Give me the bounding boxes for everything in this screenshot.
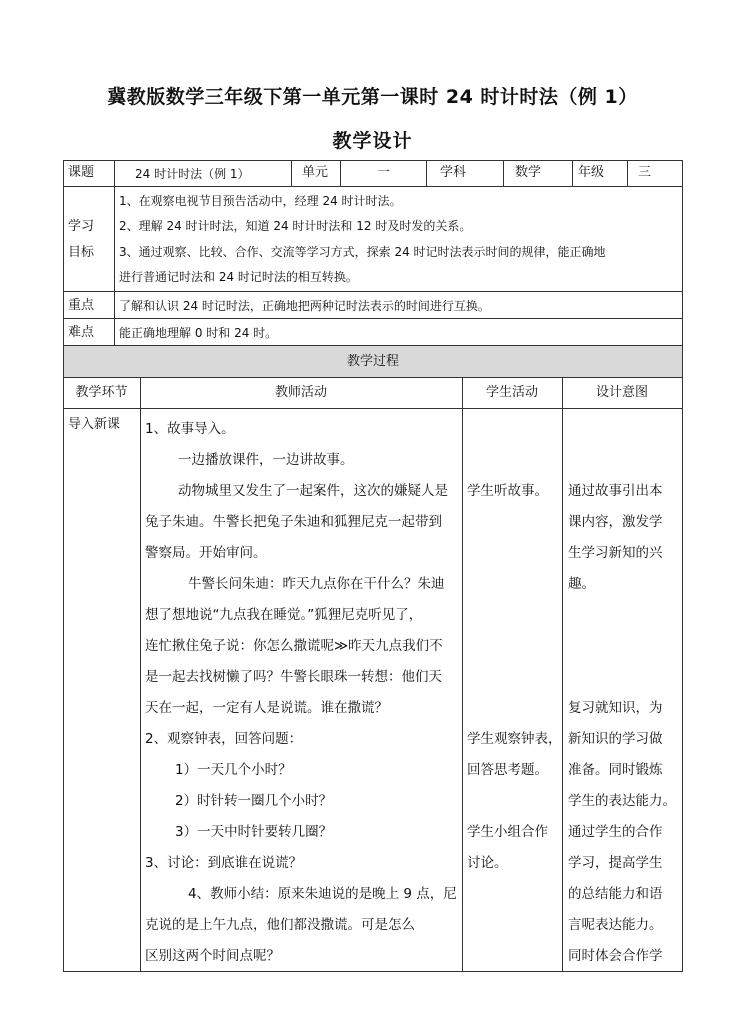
col-header-intent: 设计意图: [595, 385, 648, 400]
teacher-line: 3）一天中时针要转几圈？: [175, 824, 333, 840]
teacher-line: 1、故事导入。: [145, 421, 235, 437]
document-title: 冀教版数学三年级下第一单元第一课时 24 时计时法（例 1）: [107, 86, 638, 108]
goal-item: 3、通过观察、比较、合作、交流等学习方式，探索 24 时记时法表示时间的规律，能正确地: [119, 245, 606, 259]
difficulty-label: 难点: [68, 325, 95, 340]
student-line: 学生小组合作: [467, 824, 548, 840]
teacher-line: 克说的是上午九点，他们都没撒谎。可是怎么: [145, 917, 415, 933]
teacher-line: 天在一起，一定有人是说谎。谁在撒谎？: [145, 700, 388, 716]
teacher-line: 3、讨论：到底谁在说谎？: [145, 855, 303, 871]
goal-item: 1、在观察电视节目预告活动中，经理 24 时计时法。: [119, 194, 402, 208]
unit-label: 单元: [302, 165, 329, 180]
student-line: 讨论。: [467, 855, 508, 871]
difficulty-text: 能正确地理解 0 时和 24 时。: [119, 326, 278, 340]
subject-value: 数学: [515, 165, 542, 180]
teacher-line: 兔子朱迪。牛警长把兔子朱迪和狐狸尼克一起带到: [145, 514, 442, 530]
subject-label: 学科: [440, 165, 467, 180]
intent-line: 准备。同时锻炼: [568, 762, 663, 778]
topic-value: 24 时计时法（例 1）: [135, 167, 250, 181]
teacher-line: 牛警长问朱迪：昨天九点你在干什么？朱迪: [188, 576, 445, 592]
teacher-line: 2）时针转一圈几个小时？: [175, 793, 333, 809]
teacher-line: 1）一天几个小时？: [175, 762, 292, 778]
intent-line: 通过故事引出本: [568, 483, 663, 499]
goal-item: 2、理解 24 时计时法，知道 24 时计时法和 12 时及时发的关系。: [119, 219, 472, 233]
intent-line: 趣。: [568, 576, 595, 592]
teacher-line: 一边播放课件，一边讲故事。: [178, 452, 354, 468]
intent-line: 通过学生的合作: [568, 824, 663, 840]
col-header-stage: 教学环节: [75, 385, 128, 400]
key-point-label: 重点: [68, 298, 95, 313]
teacher-line: 区别这两个时间点呢？: [145, 948, 280, 964]
intent-line: 的总结能力和语: [568, 886, 663, 902]
grade-label: 年级: [578, 165, 605, 180]
grade-value: 三: [638, 165, 652, 180]
teacher-line: 是一起去找树懒了吗？牛警长眼珠一转想：他们天: [145, 669, 442, 685]
intent-line: 新知识的学习做: [568, 731, 663, 747]
stage-cell: 导入新课: [68, 417, 121, 432]
process-section-title: 教学过程: [346, 354, 399, 369]
teacher-line: 2、观察钟表，回答问题：: [145, 731, 303, 747]
key-point-text: 了解和认识 24 时记时法，正确地把两种记时法表示的时间进行互换。: [119, 299, 490, 313]
topic-label: 课题: [68, 165, 95, 180]
student-line: 学生听故事。: [467, 483, 548, 499]
teacher-line: 4、教师小结：原来朱迪说的是晚上 9 点，尼: [188, 886, 457, 902]
intent-line: 同时体会合作学: [568, 948, 663, 964]
intent-line: 学生的表达能力。: [568, 793, 676, 809]
col-header-teacher: 教师活动: [274, 385, 327, 400]
teacher-line: 警察局。开始审问。: [145, 545, 267, 561]
intent-line: 复习就知识，为: [568, 700, 663, 716]
goal-item: 进行普通记时法和 24 时记时法的相互转换。: [119, 270, 358, 284]
student-line: 回答思考题。: [467, 762, 548, 778]
teacher-line: 想了想地说“九点我在睡觉。”狐狸尼克听见了，: [145, 607, 423, 623]
intent-line: 言呢表达能力。: [568, 917, 663, 933]
student-line: 学生观察钟表，: [467, 731, 562, 747]
goals-label-line2: 目标: [68, 245, 95, 260]
intent-line: 生学习新知的兴: [568, 545, 663, 561]
intent-line: 学习，提高学生: [568, 855, 663, 871]
document-subtitle: 教学设计: [332, 130, 413, 152]
unit-value: 一: [377, 165, 391, 180]
teacher-line: 连忙揪住兔子说：你怎么撒谎呢≫昨天九点我们不: [145, 638, 443, 654]
teacher-line: 动物城里又发生了一起案件，这次的嫌疑人是: [178, 483, 448, 499]
col-header-student: 学生活动: [485, 385, 538, 400]
intent-line: 课内容，激发学: [568, 514, 663, 530]
goals-label-line1: 学习: [68, 219, 95, 234]
